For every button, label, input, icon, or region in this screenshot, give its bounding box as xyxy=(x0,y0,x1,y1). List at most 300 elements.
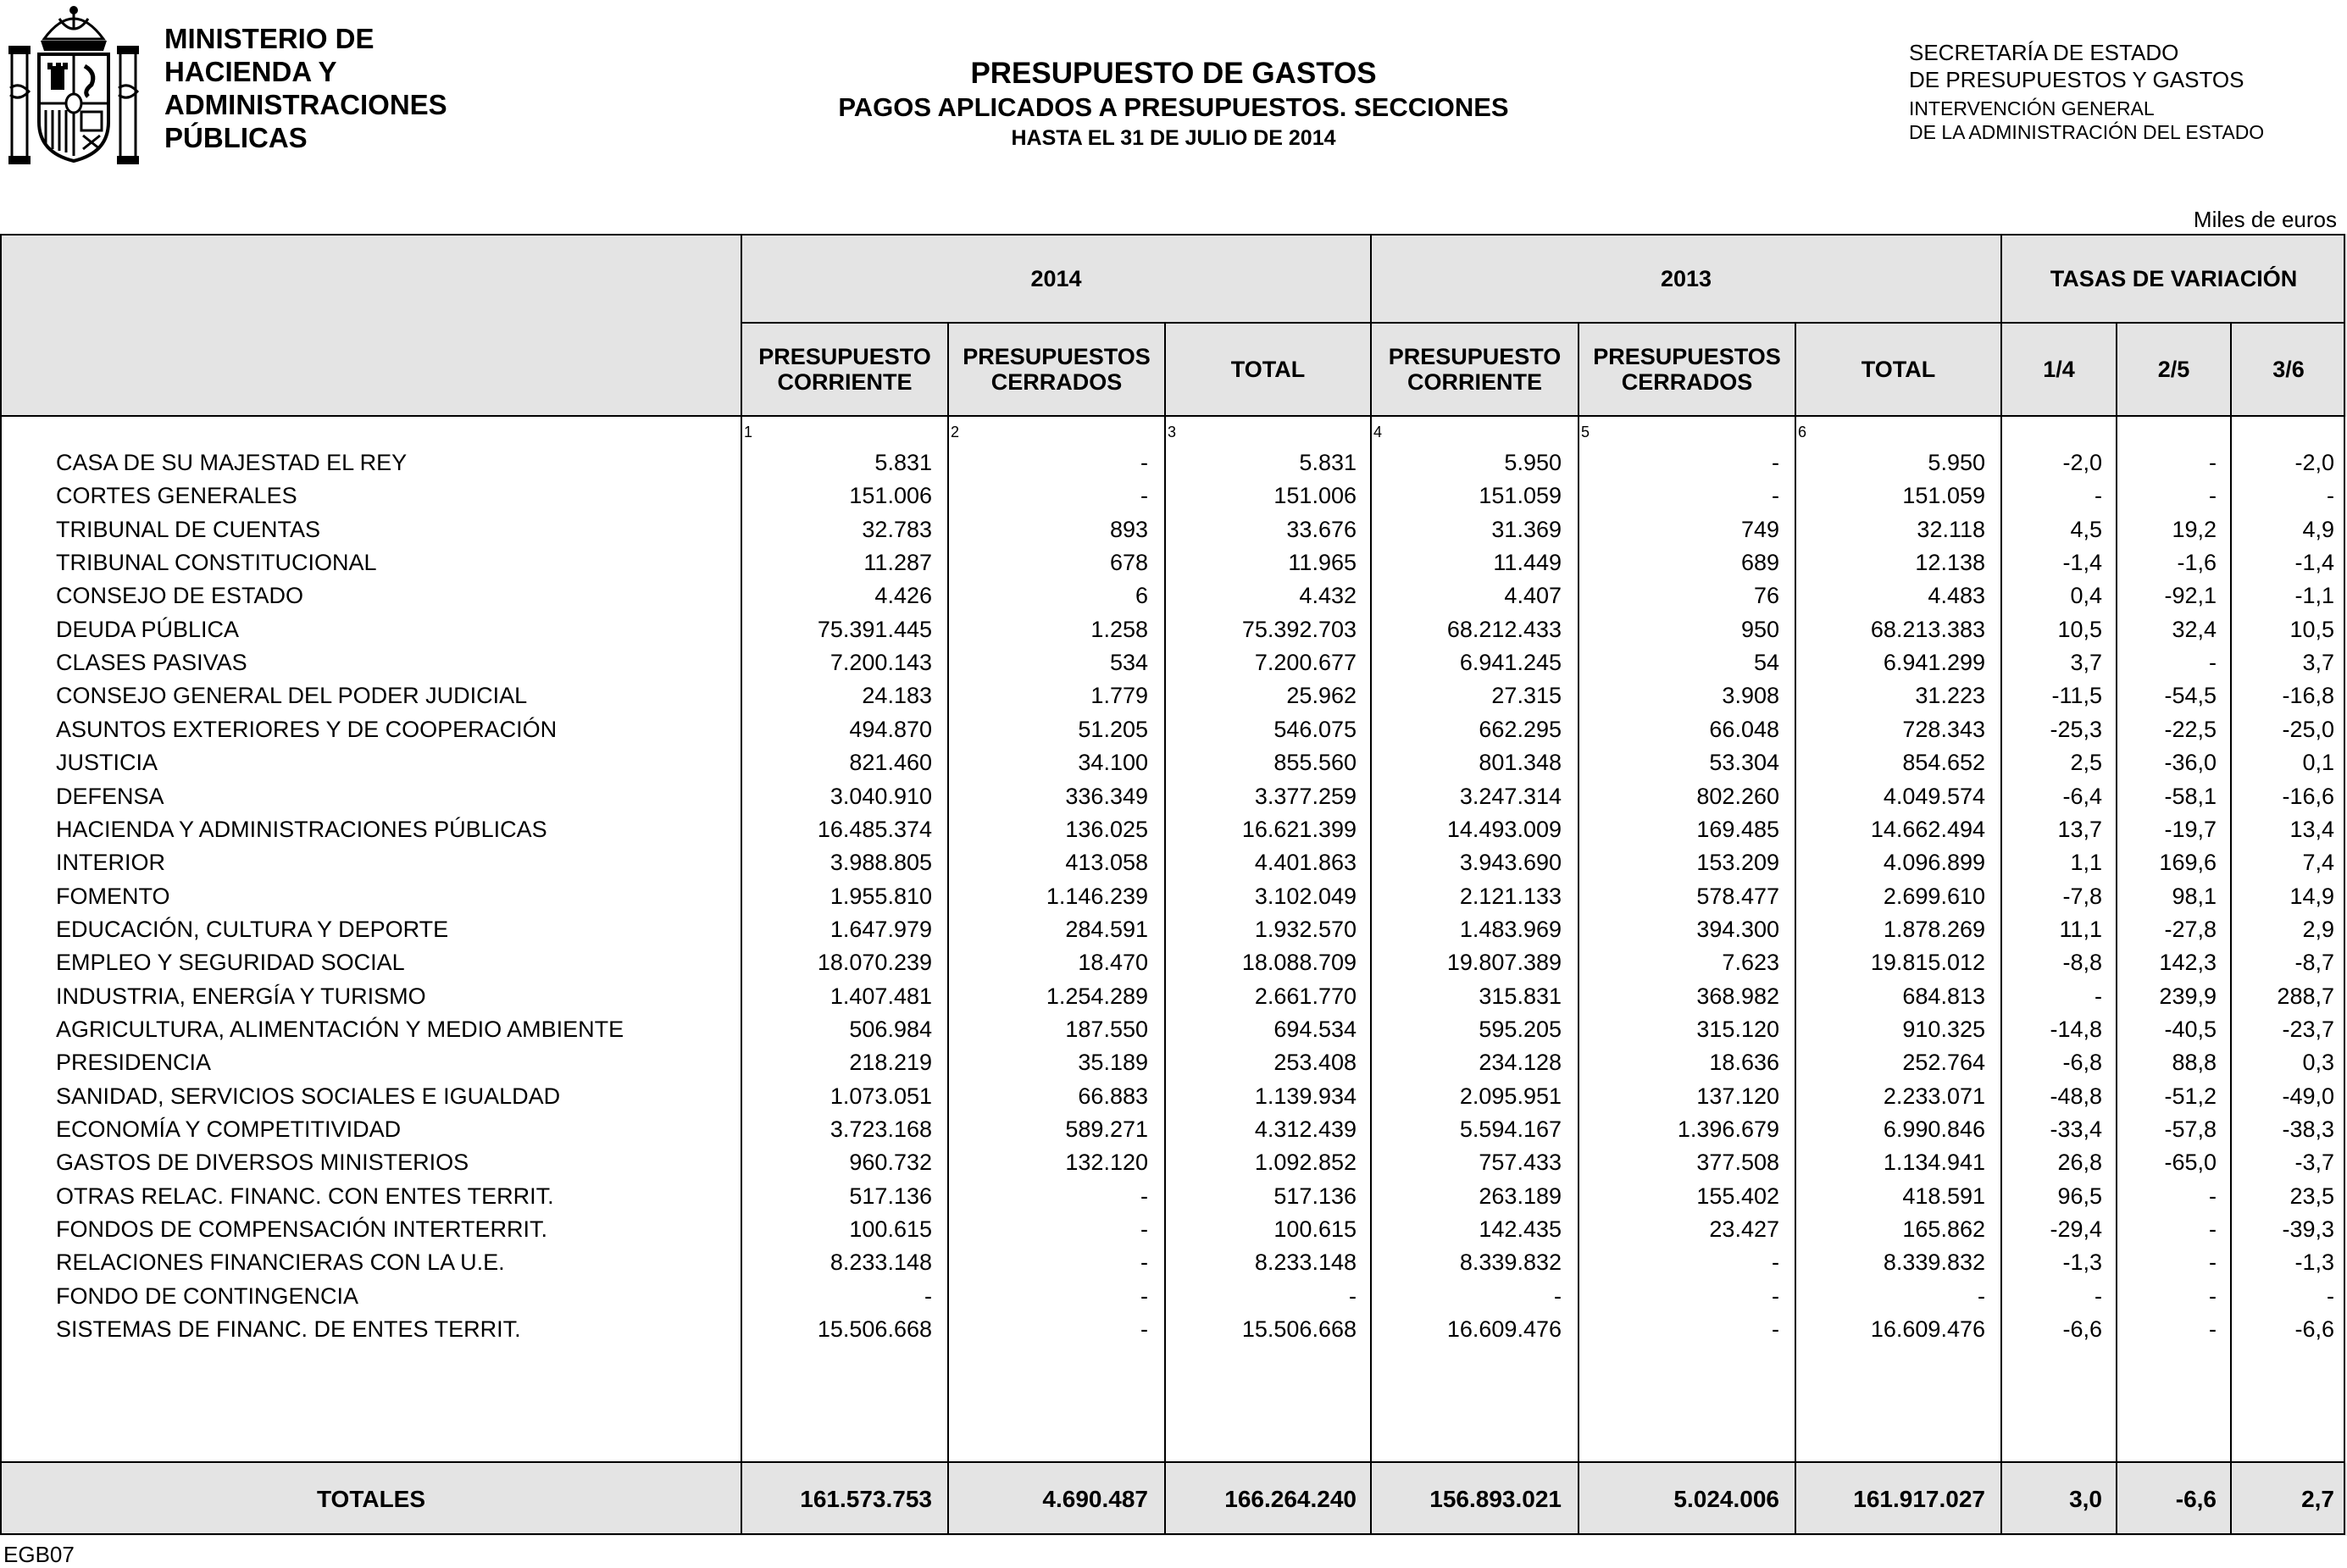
cell-presupuestos-cerrados-2014: - xyxy=(1140,1249,1148,1276)
column-header-line: PRESUPUESTO xyxy=(758,344,931,369)
cell-variation-3-6: -6,6 xyxy=(2294,1316,2334,1343)
ministry-line: HACIENDA Y xyxy=(164,56,337,87)
cell-total-2013: 31.223 xyxy=(1915,683,1985,709)
cell-presupuesto-corriente-2014: 16.485.374 xyxy=(817,816,932,842)
cell-variation-1-4: -2,0 xyxy=(2062,450,2102,475)
cell-total-2014: 855.560 xyxy=(1273,750,1357,776)
cell-presupuestos-cerrados-2013: 137.120 xyxy=(1696,1083,1779,1109)
cell-presupuestos-cerrados-2013: 23.427 xyxy=(1709,1216,1779,1243)
table-row xyxy=(0,913,2347,946)
cell-presupuesto-corriente-2013: 757.433 xyxy=(1479,1150,1562,1176)
cell-presupuesto-corriente-2014: - xyxy=(924,1283,932,1309)
column-header-total-2013 xyxy=(1796,324,2000,415)
cell-variation-2-5: 32,4 xyxy=(2172,616,2217,642)
cell-presupuesto-corriente-2013: 595.205 xyxy=(1479,1016,1562,1042)
table-row xyxy=(0,513,2347,546)
column-number: 5 xyxy=(1581,424,1590,440)
cell-variation-3-6: -23,7 xyxy=(2282,1016,2334,1042)
cell-variation-2-5: - xyxy=(2209,650,2217,676)
column-header-variation-2-5 xyxy=(2117,324,2230,415)
cell-variation-1-4: 3,7 xyxy=(2070,650,2102,676)
table-row xyxy=(0,1213,2347,1246)
cell-total-2014: 4.312.439 xyxy=(1254,1116,1357,1142)
row-label: CONSEJO DE ESTADO xyxy=(56,583,304,609)
cell-variation-2-5: 88,8 xyxy=(2172,1050,2217,1076)
column-header-presupuestos-cerrados-2014 xyxy=(949,324,1164,415)
secretaria-block xyxy=(1909,39,2264,144)
row-label: GASTOS DE DIVERSOS MINISTERIOS xyxy=(56,1150,469,1176)
cell-variation-1-4: -6,8 xyxy=(2062,1050,2102,1076)
table-row xyxy=(0,1246,2347,1279)
cell-total-2014: 2.661.770 xyxy=(1254,983,1357,1009)
cell-total-2013: 68.213.383 xyxy=(1870,616,1985,642)
cell-variation-1-4: - xyxy=(2095,483,2102,509)
cell-total-2014: 8.233.148 xyxy=(1254,1249,1357,1276)
cell-presupuesto-corriente-2014: 494.870 xyxy=(849,716,932,742)
cell-variation-3-6: -1,1 xyxy=(2294,583,2334,609)
cell-presupuesto-corriente-2013: 234.128 xyxy=(1479,1050,1562,1076)
row-label: RELACIONES FINANCIERAS CON LA U.E. xyxy=(56,1249,505,1276)
total-presupuesto-corriente-2014: 161.573.753 xyxy=(800,1486,932,1512)
cell-variation-3-6: 3,7 xyxy=(2302,650,2334,676)
total-total-2014: 166.264.240 xyxy=(1224,1486,1357,1512)
cell-total-2014: 11.965 xyxy=(1288,550,1357,576)
cell-presupuestos-cerrados-2014: 413.058 xyxy=(1065,850,1148,876)
cell-presupuestos-cerrados-2013: - xyxy=(1772,1283,1779,1309)
cell-presupuestos-cerrados-2014: 336.349 xyxy=(1065,783,1148,809)
header-bottom-rule xyxy=(0,415,2345,417)
cell-total-2014: 1.139.934 xyxy=(1254,1083,1357,1109)
column-header-line: CERRADOS xyxy=(1621,369,1753,395)
cell-variation-3-6: 23,5 xyxy=(2289,1183,2334,1209)
cell-presupuestos-cerrados-2013: - xyxy=(1772,1249,1779,1276)
table-row xyxy=(0,546,2347,579)
cell-variation-1-4: -7,8 xyxy=(2062,883,2102,909)
cell-presupuesto-corriente-2014: 506.984 xyxy=(849,1016,932,1042)
cell-presupuesto-corriente-2013: 14.493.009 xyxy=(1446,816,1562,842)
cell-presupuestos-cerrados-2014: - xyxy=(1140,483,1148,509)
cell-presupuestos-cerrados-2014: 18.470 xyxy=(1078,950,1148,976)
cell-presupuesto-corriente-2014: 5.831 xyxy=(874,450,932,475)
group-header-variation: TASAS DE VARIACIÓN xyxy=(2050,266,2298,291)
table-row xyxy=(0,746,2347,779)
cell-variation-1-4: -25,3 xyxy=(2050,716,2102,742)
cell-variation-1-4: 96,5 xyxy=(2057,1183,2102,1209)
cell-variation-1-4: -11,5 xyxy=(2051,683,2102,709)
cell-presupuesto-corriente-2013: 3.943.690 xyxy=(1459,850,1562,876)
cell-presupuestos-cerrados-2014: 534 xyxy=(1109,650,1148,676)
cell-presupuesto-corriente-2014: 8.233.148 xyxy=(829,1249,932,1276)
cell-presupuesto-corriente-2013: 6.941.245 xyxy=(1459,650,1562,676)
cell-variation-1-4: -48,8 xyxy=(2050,1083,2102,1109)
cell-presupuesto-corriente-2014: 960.732 xyxy=(849,1150,932,1176)
report-title: PRESUPUESTO DE GASTOS xyxy=(970,57,1377,90)
cell-total-2014: 3.102.049 xyxy=(1254,883,1357,909)
cell-presupuestos-cerrados-2013: 169.485 xyxy=(1696,816,1779,842)
cell-presupuesto-corriente-2014: 18.070.239 xyxy=(817,950,932,976)
cell-presupuestos-cerrados-2013: 66.048 xyxy=(1709,716,1779,742)
row-label: CASA DE SU MAJESTAD EL REY xyxy=(56,450,408,475)
cell-presupuesto-corriente-2013: 2.121.133 xyxy=(1459,883,1562,909)
cell-presupuesto-corriente-2014: 1.647.979 xyxy=(829,916,932,942)
cell-presupuestos-cerrados-2014: 66.883 xyxy=(1078,1083,1148,1109)
cell-total-2013: 854.652 xyxy=(1902,750,1985,776)
row-label: INTERIOR xyxy=(56,850,166,876)
cell-total-2013: 165.862 xyxy=(1902,1216,1985,1243)
cell-variation-2-5: - xyxy=(2209,1316,2217,1343)
cell-variation-2-5: 19,2 xyxy=(2172,516,2217,542)
cell-total-2014: 15.506.668 xyxy=(1241,1316,1357,1343)
total-presupuestos-cerrados-2014: 4.690.487 xyxy=(1042,1486,1148,1512)
total-presupuestos-cerrados-2013: 5.024.006 xyxy=(1673,1486,1779,1512)
cell-presupuestos-cerrados-2014: 6 xyxy=(1135,583,1148,609)
cell-presupuesto-corriente-2014: 75.391.445 xyxy=(817,616,932,642)
table-row xyxy=(0,1113,2347,1146)
cell-presupuestos-cerrados-2014: 1.146.239 xyxy=(1046,883,1148,909)
column-header-variation-1-4 xyxy=(2002,324,2116,415)
cell-presupuesto-corriente-2014: 4.426 xyxy=(874,583,932,609)
table-row xyxy=(0,1080,2347,1113)
row-label: FOMENTO xyxy=(56,883,170,909)
table-row xyxy=(0,646,2347,679)
cell-total-2013: - xyxy=(1978,1283,1985,1309)
cell-variation-3-6: -2,0 xyxy=(2294,450,2334,475)
column-header-total-2014 xyxy=(1166,324,1370,415)
cell-presupuestos-cerrados-2013: 368.982 xyxy=(1696,983,1779,1009)
row-label: TRIBUNAL DE CUENTAS xyxy=(56,516,321,542)
cell-variation-3-6: -8,7 xyxy=(2294,950,2334,976)
cell-variation-3-6: -16,6 xyxy=(2282,783,2334,809)
cell-total-2013: 910.325 xyxy=(1902,1016,1985,1042)
cell-variation-1-4: 11,1 xyxy=(2059,916,2102,942)
cell-total-2014: 546.075 xyxy=(1273,716,1357,742)
cell-presupuesto-corriente-2014: 3.988.805 xyxy=(829,850,932,876)
cell-variation-2-5: 169,6 xyxy=(2159,850,2217,876)
cell-variation-1-4: -33,4 xyxy=(2050,1116,2102,1142)
row-label: SANIDAD, SERVICIOS SOCIALES E IGUALDAD xyxy=(56,1083,561,1109)
cell-presupuestos-cerrados-2013: 394.300 xyxy=(1696,916,1779,942)
cell-total-2013: 19.815.012 xyxy=(1870,950,1985,976)
cell-presupuestos-cerrados-2014: 284.591 xyxy=(1065,916,1148,942)
intervencion-line: DE LA ADMINISTRACIÓN DEL ESTADO xyxy=(1909,121,2265,143)
cell-total-2013: 151.059 xyxy=(1902,483,1985,509)
cell-variation-3-6: 0,3 xyxy=(2302,1050,2334,1076)
units-label: Miles de euros xyxy=(2193,207,2337,232)
cell-total-2014: 694.534 xyxy=(1273,1016,1357,1042)
total-variation-1-4: 3,0 xyxy=(2069,1486,2102,1512)
column-header-presupuesto-corriente-2013 xyxy=(1372,324,1578,415)
cell-presupuestos-cerrados-2013: 578.477 xyxy=(1696,883,1779,909)
report-titles xyxy=(796,56,1551,152)
cell-total-2014: 3.377.259 xyxy=(1254,783,1357,809)
cell-variation-2-5: -40,5 xyxy=(2164,1016,2217,1042)
cell-variation-3-6: 4,9 xyxy=(2302,516,2334,542)
cell-presupuesto-corriente-2013: 142.435 xyxy=(1479,1216,1562,1243)
row-label: DEFENSA xyxy=(56,783,164,809)
cell-variation-2-5: -58,1 xyxy=(2164,783,2217,809)
cell-presupuesto-corriente-2014: 32.783 xyxy=(862,516,932,542)
column-header-line: 1/4 xyxy=(2043,357,2075,382)
cell-total-2014: 18.088.709 xyxy=(1241,950,1357,976)
intervencion-line: INTERVENCIÓN GENERAL xyxy=(1909,97,2155,119)
column-header-line: PRESUPUESTOS xyxy=(963,344,1151,369)
cell-total-2014: - xyxy=(1349,1283,1357,1309)
cell-presupuestos-cerrados-2014: 35.189 xyxy=(1078,1050,1148,1076)
cell-presupuesto-corriente-2014: 3.723.168 xyxy=(829,1116,932,1142)
cell-presupuestos-cerrados-2014: - xyxy=(1140,450,1148,475)
cell-presupuestos-cerrados-2013: 749 xyxy=(1740,516,1779,542)
row-label: INDUSTRIA, ENERGÍA Y TURISMO xyxy=(56,983,426,1009)
total-total-2013: 161.917.027 xyxy=(1853,1486,1985,1512)
column-number: 2 xyxy=(951,424,960,440)
column-header-variation-3-6 xyxy=(2232,324,2345,415)
cell-variation-2-5: -65,0 xyxy=(2164,1150,2217,1176)
cell-presupuesto-corriente-2013: 68.212.433 xyxy=(1446,616,1562,642)
cell-variation-2-5: 239,9 xyxy=(2159,983,2217,1009)
cell-presupuestos-cerrados-2014: 589.271 xyxy=(1065,1116,1148,1142)
column-header-line: CORRIENTE xyxy=(777,369,913,395)
table-row xyxy=(0,1046,2347,1079)
cell-total-2013: 2.699.610 xyxy=(1883,883,1985,909)
cell-presupuestos-cerrados-2014: 1.258 xyxy=(1090,616,1148,642)
cell-presupuesto-corriente-2014: 151.006 xyxy=(849,483,932,509)
column-header-presupuesto-corriente-2014 xyxy=(742,324,947,415)
table-row xyxy=(0,846,2347,879)
table-row xyxy=(0,946,2347,979)
ministry-name xyxy=(164,22,447,154)
cell-variation-3-6: -16,8 xyxy=(2282,683,2334,709)
cell-total-2013: 728.343 xyxy=(1902,716,1985,742)
cell-variation-2-5: 142,3 xyxy=(2159,950,2217,976)
cell-presupuesto-corriente-2014: 7.200.143 xyxy=(829,650,932,676)
cell-presupuesto-corriente-2014: 3.040.910 xyxy=(829,783,932,809)
cell-presupuesto-corriente-2013: 4.407 xyxy=(1504,583,1562,609)
cell-variation-1-4: - xyxy=(2095,983,2102,1009)
ministry-line: PÚBLICAS xyxy=(164,122,308,153)
group-header-2014: 2014 xyxy=(1030,266,1082,291)
row-label: FONDO DE CONTINGENCIA xyxy=(56,1283,359,1309)
column-number: 6 xyxy=(1798,424,1807,440)
cell-variation-1-4: -6,6 xyxy=(2062,1316,2102,1343)
cell-presupuesto-corriente-2013: 662.295 xyxy=(1479,716,1562,742)
cell-variation-3-6: 14,9 xyxy=(2289,883,2334,909)
cell-variation-1-4: 2,5 xyxy=(2070,750,2102,776)
cell-variation-3-6: 2,9 xyxy=(2302,916,2334,942)
column-header-line: 2/5 xyxy=(2157,357,2190,382)
row-label: ASUNTOS EXTERIORES Y DE COOPERACIÓN xyxy=(56,716,558,742)
cell-presupuesto-corriente-2013: 1.483.969 xyxy=(1459,916,1562,942)
cell-presupuesto-corriente-2013: 151.059 xyxy=(1479,483,1562,509)
total-variation-3-6: 2,7 xyxy=(2301,1486,2334,1512)
secretaria-line: DE PRESUPUESTOS Y GASTOS xyxy=(1909,67,2244,92)
cell-presupuesto-corriente-2013: 315.831 xyxy=(1479,983,1562,1009)
cell-presupuesto-corriente-2014: 218.219 xyxy=(849,1050,932,1076)
cell-variation-2-5: - xyxy=(2209,1249,2217,1276)
ministry-line: MINISTERIO DE xyxy=(164,23,375,54)
cell-presupuestos-cerrados-2013: 802.260 xyxy=(1696,783,1779,809)
row-label: CONSEJO GENERAL DEL PODER JUDICIAL xyxy=(56,683,528,709)
group-header-2013: 2013 xyxy=(1660,266,1712,291)
cell-total-2013: 12.138 xyxy=(1915,550,1985,576)
cell-total-2013: 418.591 xyxy=(1902,1183,1985,1209)
cell-total-2014: 1.092.852 xyxy=(1254,1150,1357,1176)
table-row xyxy=(0,980,2347,1013)
cell-total-2013: 6.941.299 xyxy=(1883,650,1985,676)
cell-variation-2-5: 98,1 xyxy=(2172,883,2217,909)
row-label: CLASES PASIVAS xyxy=(56,650,247,676)
cell-variation-3-6: 288,7 xyxy=(2277,983,2334,1009)
cell-variation-2-5: -51,2 xyxy=(2164,1083,2217,1109)
cell-variation-1-4: -1,4 xyxy=(2062,550,2102,576)
cell-total-2013: 14.662.494 xyxy=(1870,816,1985,842)
table-row xyxy=(0,780,2347,813)
cell-presupuestos-cerrados-2013: - xyxy=(1772,1316,1779,1343)
cell-total-2013: 16.609.476 xyxy=(1870,1316,1985,1343)
totals-label: TOTALES xyxy=(316,1486,426,1512)
cell-presupuestos-cerrados-2014: 51.205 xyxy=(1078,716,1148,742)
table-row xyxy=(0,1313,2347,1346)
cell-presupuestos-cerrados-2014: 1.779 xyxy=(1090,683,1148,709)
cell-presupuestos-cerrados-2014: 893 xyxy=(1109,516,1148,542)
column-number: 1 xyxy=(744,424,753,440)
cell-presupuestos-cerrados-2013: 153.209 xyxy=(1696,850,1779,876)
cell-presupuestos-cerrados-2014: 1.254.289 xyxy=(1046,983,1148,1009)
cell-presupuesto-corriente-2014: 1.407.481 xyxy=(829,983,932,1009)
cell-variation-2-5: -1,6 xyxy=(2177,550,2217,576)
cell-variation-2-5: - xyxy=(2209,450,2217,475)
cell-total-2014: 253.408 xyxy=(1273,1050,1357,1076)
cell-variation-3-6: - xyxy=(2327,483,2334,509)
cell-total-2014: 16.621.399 xyxy=(1241,816,1357,842)
cell-variation-3-6: 0,1 xyxy=(2302,750,2334,776)
ministry-line: ADMINISTRACIONES xyxy=(164,89,447,120)
cell-presupuesto-corriente-2014: 100.615 xyxy=(849,1216,932,1243)
row-label: TRIBUNAL CONSTITUCIONAL xyxy=(56,550,377,576)
column-header-line: CERRADOS xyxy=(990,369,1123,395)
cell-presupuestos-cerrados-2014: 136.025 xyxy=(1065,816,1148,842)
row-label: OTRAS RELAC. FINANC. CON ENTES TERRIT. xyxy=(56,1183,554,1209)
row-label: HACIENDA Y ADMINISTRACIONES PÚBLICAS xyxy=(56,816,547,842)
cell-presupuestos-cerrados-2013: 7.623 xyxy=(1722,950,1779,976)
report-code: EGB07 xyxy=(3,1542,75,1567)
total-presupuesto-corriente-2013: 156.893.021 xyxy=(1429,1486,1562,1512)
cell-presupuesto-corriente-2014: 1.073.051 xyxy=(829,1083,932,1109)
row-label: SISTEMAS DE FINANC. DE ENTES TERRIT. xyxy=(56,1316,521,1343)
cell-variation-1-4: -1,3 xyxy=(2062,1249,2102,1276)
table-row xyxy=(0,1146,2347,1179)
report-subtitle: PAGOS APLICADOS A PRESUPUESTOS. SECCIONES xyxy=(838,92,1509,122)
cell-total-2014: 517.136 xyxy=(1273,1183,1357,1209)
cell-total-2014: 33.676 xyxy=(1286,516,1357,542)
cell-variation-3-6: -1,4 xyxy=(2294,550,2334,576)
cell-variation-3-6: -25,0 xyxy=(2282,716,2334,742)
report-date: HASTA EL 31 DE JULIO DE 2014 xyxy=(1011,126,1336,150)
row-label: CORTES GENERALES xyxy=(56,483,297,509)
cell-variation-1-4: - xyxy=(2095,1283,2102,1309)
cell-total-2013: 5.950 xyxy=(1928,450,1985,475)
cell-presupuesto-corriente-2014: 517.136 xyxy=(849,1183,932,1209)
column-header-line: PRESUPUESTO xyxy=(1388,344,1562,369)
cell-variation-2-5: -27,8 xyxy=(2164,916,2217,942)
cell-variation-1-4: 10,5 xyxy=(2057,616,2102,642)
table-row xyxy=(0,1280,2347,1313)
cell-presupuestos-cerrados-2014: 132.120 xyxy=(1065,1150,1148,1176)
totals-row xyxy=(0,1463,2347,1536)
table-row xyxy=(0,1013,2347,1046)
row-label: FONDOS DE COMPENSACIÓN INTERTERRIT. xyxy=(56,1216,548,1243)
cell-variation-1-4: 1,1 xyxy=(2070,850,2102,876)
cell-variation-2-5: - xyxy=(2209,1283,2217,1309)
cell-variation-2-5: - xyxy=(2209,1183,2217,1209)
cell-variation-3-6: - xyxy=(2327,1283,2334,1309)
cell-presupuesto-corriente-2013: 801.348 xyxy=(1479,750,1562,776)
cell-presupuestos-cerrados-2014: 187.550 xyxy=(1065,1016,1148,1042)
cell-variation-3-6: -1,3 xyxy=(2294,1249,2334,1276)
cell-total-2014: 100.615 xyxy=(1273,1216,1357,1243)
cell-presupuestos-cerrados-2013: 18.636 xyxy=(1709,1050,1779,1076)
cell-variation-1-4: -14,8 xyxy=(2050,1016,2102,1042)
row-label: JUSTICIA xyxy=(56,750,158,776)
column-number: 4 xyxy=(1373,424,1383,440)
cell-total-2014: 4.401.863 xyxy=(1254,850,1357,876)
cell-variation-3-6: -38,3 xyxy=(2282,1116,2334,1142)
cell-variation-2-5: -36,0 xyxy=(2164,750,2217,776)
cell-variation-1-4: 26,8 xyxy=(2057,1150,2102,1176)
column-header-line: 3/6 xyxy=(2272,357,2305,382)
cell-presupuestos-cerrados-2013: 3.908 xyxy=(1722,683,1779,709)
cell-presupuestos-cerrados-2013: 1.396.679 xyxy=(1677,1116,1779,1142)
cell-presupuestos-cerrados-2014: - xyxy=(1140,1183,1148,1209)
column-number: 3 xyxy=(1168,424,1177,440)
cell-total-2013: 6.990.846 xyxy=(1883,1116,1985,1142)
cell-presupuestos-cerrados-2014: 678 xyxy=(1109,550,1148,576)
table-row xyxy=(0,813,2347,846)
table-row xyxy=(0,479,2347,513)
cell-presupuesto-corriente-2013: 11.449 xyxy=(1493,550,1562,576)
cell-variation-1-4: 13,7 xyxy=(2057,816,2102,842)
cell-total-2013: 4.049.574 xyxy=(1883,783,1985,809)
cell-presupuestos-cerrados-2013: 53.304 xyxy=(1709,750,1779,776)
cell-total-2013: 1.134.941 xyxy=(1883,1150,1985,1176)
cell-presupuesto-corriente-2013: 5.950 xyxy=(1504,450,1562,475)
cell-presupuestos-cerrados-2013: 76 xyxy=(1753,583,1779,609)
column-header-line: TOTAL xyxy=(1861,357,1936,382)
cell-variation-2-5: - xyxy=(2209,1216,2217,1243)
cell-presupuesto-corriente-2013: 2.095.951 xyxy=(1459,1083,1562,1109)
cell-presupuestos-cerrados-2013: 950 xyxy=(1740,616,1779,642)
cell-variation-3-6: 10,5 xyxy=(2289,616,2334,642)
table-row xyxy=(0,679,2347,712)
cell-presupuesto-corriente-2014: 24.183 xyxy=(862,683,932,709)
cell-variation-1-4: -6,4 xyxy=(2062,783,2102,809)
cell-presupuesto-corriente-2014: 15.506.668 xyxy=(817,1316,932,1343)
cell-presupuesto-corriente-2014: 1.955.810 xyxy=(829,883,932,909)
cell-presupuesto-corriente-2013: 19.807.389 xyxy=(1446,950,1562,976)
column-header-line: TOTAL xyxy=(1230,357,1306,382)
cell-variation-1-4: 0,4 xyxy=(2070,583,2102,609)
row-label: EMPLEO Y SEGURIDAD SOCIAL xyxy=(56,950,405,976)
cell-total-2014: 151.006 xyxy=(1273,483,1357,509)
cell-presupuesto-corriente-2013: 27.315 xyxy=(1491,683,1562,709)
cell-total-2013: 8.339.832 xyxy=(1883,1249,1985,1276)
table-row xyxy=(0,446,2347,479)
row-label: ECONOMÍA Y COMPETITIVIDAD xyxy=(56,1116,402,1142)
total-variation-2-5: -6,6 xyxy=(2175,1486,2217,1512)
table-row xyxy=(0,713,2347,746)
cell-total-2013: 1.878.269 xyxy=(1883,916,1985,942)
cell-presupuestos-cerrados-2013: 155.402 xyxy=(1696,1183,1779,1209)
cell-total-2013: 252.764 xyxy=(1902,1050,1985,1076)
